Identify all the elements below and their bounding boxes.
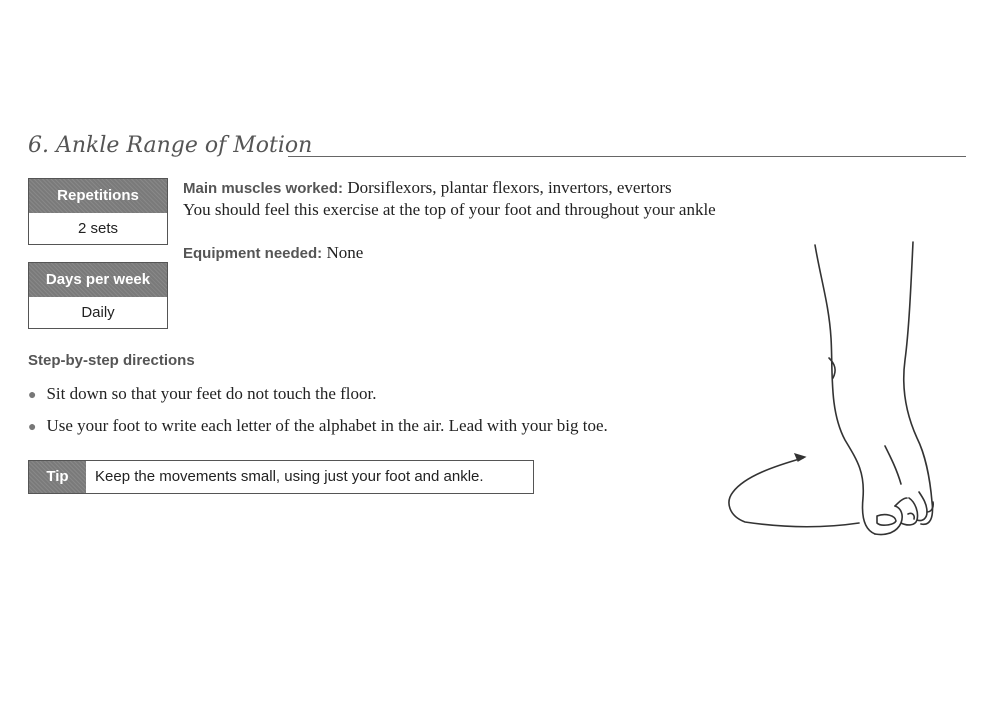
- muscles-label: Main muscles worked:: [183, 180, 344, 197]
- muscles-value: Dorsiflexors, plantar flexors, invertors, evertors: [347, 178, 672, 197]
- step-text: Use your foot to write each letter of the alphabet in the air. Lead with your big toe.: [46, 416, 608, 435]
- repetitions-label: Repetitions: [29, 179, 167, 213]
- muscles-worked: [183, 178, 672, 198]
- directions-heading: Step-by-step directions: [28, 352, 195, 369]
- equipment-needed: [183, 243, 363, 263]
- foot-illustration-icon: [725, 240, 940, 545]
- equipment-label: Equipment needed:: [183, 245, 323, 262]
- list-item: [28, 384, 377, 404]
- tip-box: [28, 460, 534, 494]
- repetitions-box: [28, 178, 168, 245]
- exercise-title-row: [28, 133, 966, 163]
- bullet-icon: ●: [28, 388, 37, 403]
- equipment-value: None: [326, 243, 364, 262]
- days-per-week-value: Daily: [81, 304, 115, 321]
- title-rule: [288, 156, 966, 157]
- step-text: Sit down so that your feet do not touch the floor.: [46, 384, 377, 403]
- repetitions-value: 2 sets: [77, 220, 119, 237]
- days-per-week-box: [28, 262, 168, 329]
- exercise-title: 6. Ankle Range of Motion: [28, 133, 313, 158]
- feel-text: You should feel this exercise at the top of your foot and throughout your ankle: [183, 200, 716, 219]
- days-per-week-label: Days per week: [29, 263, 167, 297]
- tip-text: Keep the movements small, using just your foot and ankle.: [95, 468, 484, 485]
- bullet-icon: ●: [28, 420, 37, 435]
- list-item: [28, 416, 608, 436]
- tip-label: Tip: [29, 461, 86, 493]
